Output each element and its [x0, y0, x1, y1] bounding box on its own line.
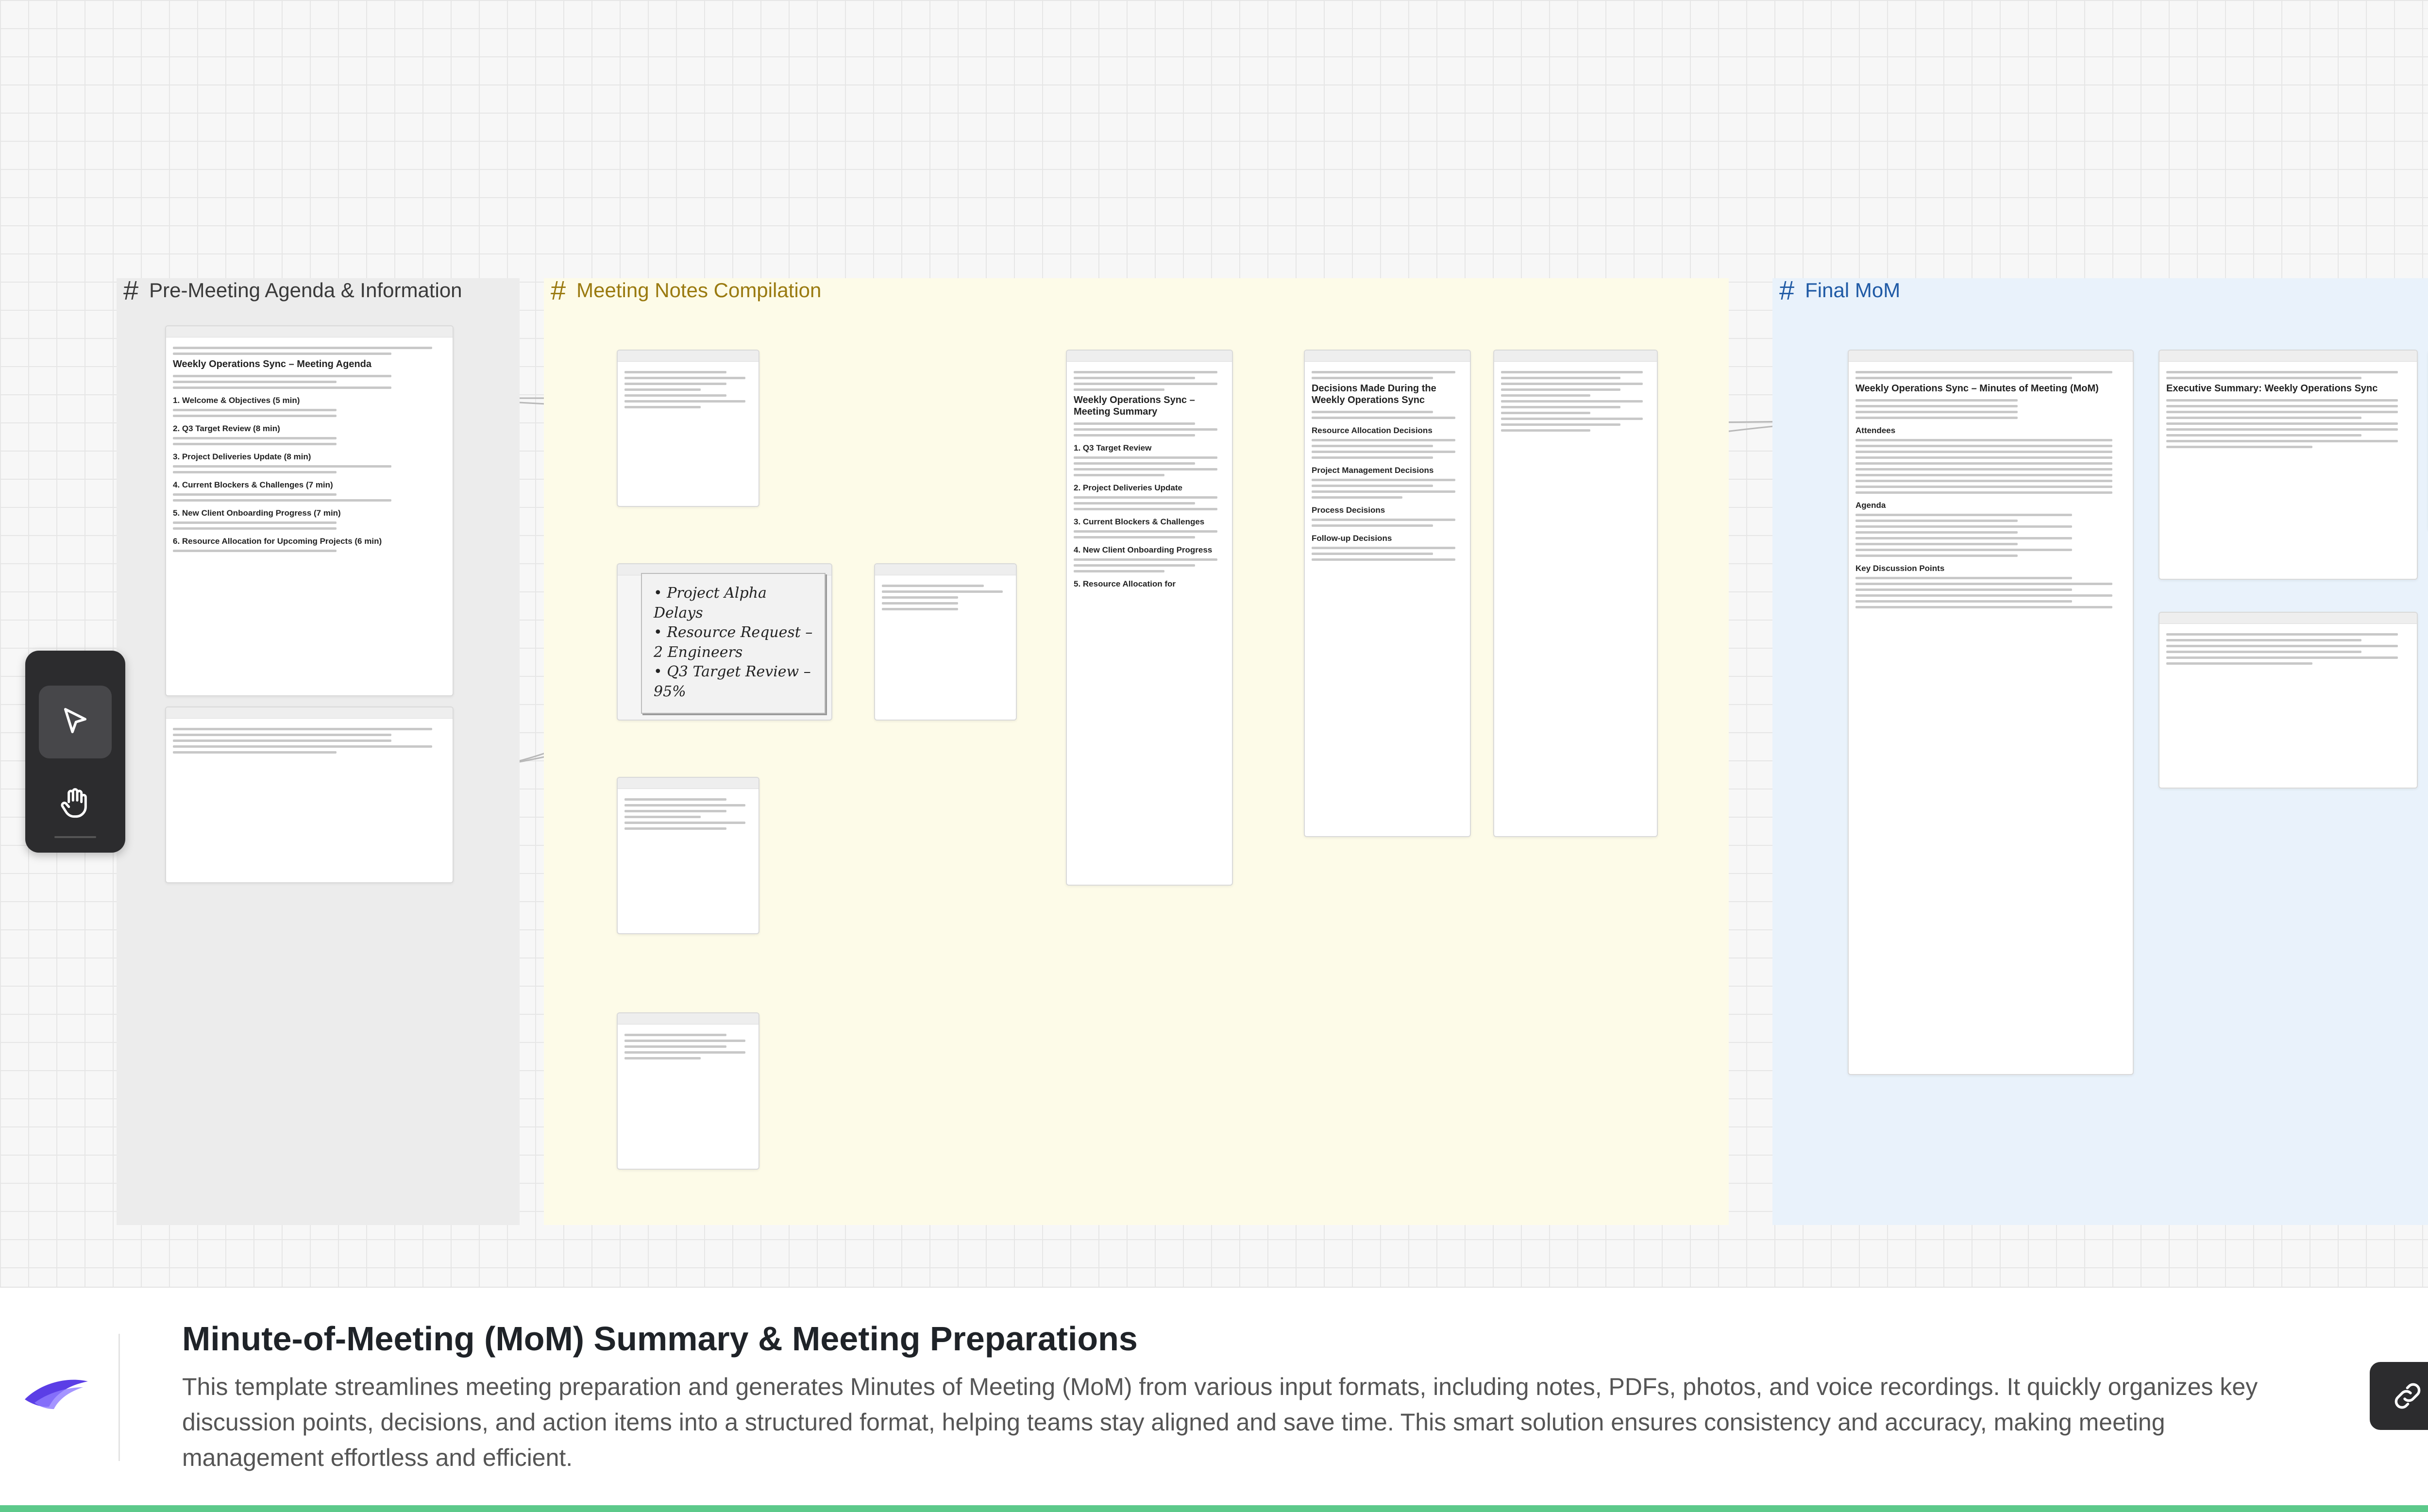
decisions-section: Resource Allocation Decisions	[1312, 426, 1433, 435]
mom-title: Weekly Operations Sync – Minutes of Meeting (MoM)	[1855, 383, 2099, 394]
decisions-title: Decisions Made During the Weekly Operations Sync	[1312, 383, 1436, 405]
executive-summary-card[interactable]	[2158, 350, 2418, 580]
template-info-panel	[0, 1287, 2428, 1512]
mom-section: Key Discussion Points	[1855, 564, 1945, 573]
summary-section: 1. Q3 Target Review	[1074, 443, 1152, 453]
hand-icon	[56, 784, 95, 823]
text-notes-card[interactable]	[617, 777, 759, 934]
frame-label: Pre-Meeting Agenda & Information	[149, 278, 462, 302]
card-header	[166, 707, 453, 719]
action-items-card[interactable]	[1493, 350, 1658, 837]
agenda-card[interactable]	[165, 325, 454, 696]
frame-label: Final MoM	[1805, 278, 1901, 302]
select-tool-button[interactable]	[39, 686, 112, 758]
decisions-section: Follow-up Decisions	[1312, 534, 1392, 543]
transcribe-audio-card[interactable]	[617, 1012, 759, 1170]
template-title: Minute-of-Meeting (MoM) Summary & Meeting Preparations	[182, 1320, 1138, 1358]
divider	[118, 1334, 120, 1461]
decisions-card[interactable]	[1304, 350, 1471, 837]
summary-section: 5. Resource Allocation for	[1074, 579, 1176, 588]
frame-label: Meeting Notes Compilation	[576, 278, 822, 302]
link-icon	[2390, 1378, 2425, 1413]
card-header	[166, 326, 453, 337]
agenda-item: 6. Resource Allocation for Upcoming Projects (6 min)	[173, 537, 382, 546]
toolbar-divider	[54, 836, 96, 838]
decisions-section: Project Management Decisions	[1312, 466, 1434, 475]
handwritten-note-image: • Project Alpha Delays • Resource Request – 2 Engineers • Q3 Target Review – 95%	[641, 573, 826, 714]
summary-section: 3. Current Blockers & Challenges	[1074, 517, 1205, 526]
mom-card[interactable]	[1848, 350, 2134, 1075]
hash-icon: #	[551, 275, 566, 305]
text-notes-card[interactable]	[617, 350, 759, 507]
agenda-item: 2. Q3 Target Review (8 min)	[173, 424, 280, 433]
canvas-toolbar	[25, 651, 125, 853]
agenda-title: Weekly Operations Sync – Meeting Agenda	[173, 359, 372, 370]
hash-icon: #	[123, 275, 139, 305]
template-description: This template streamlines meeting preparation and generates Minutes of Meeting (MoM) from various input formats, including notes, PDFs, photos, and voice recordings. It quickly organizes key discussion points, decisions, and action items into a structured format, helping teams stay aligned and save time. This smart solution ensures consistency and accuracy, making meeting management effortless and efficient.	[182, 1373, 2258, 1471]
agenda-item: 4. Current Blockers & Challenges (7 min)	[173, 480, 333, 489]
decisions-section: Process Decisions	[1312, 505, 1385, 515]
ocr-whiteboard-notes-card[interactable]	[874, 563, 1017, 721]
agenda-item: 5. New Client Onboarding Progress (7 min)	[173, 508, 341, 518]
mom-section: Attendees	[1855, 426, 1896, 435]
summary-section: 2. Project Deliveries Update	[1074, 483, 1182, 492]
action-items-board-card[interactable]	[2158, 612, 2418, 789]
app-logo	[22, 1373, 90, 1416]
pointer-icon	[58, 705, 92, 739]
frame-title	[123, 274, 462, 306]
mom-section: Agenda	[1855, 501, 1886, 510]
exec-title: Executive Summary: Weekly Operations Sync	[2166, 383, 2378, 394]
attendees-input-card[interactable]	[165, 706, 454, 883]
hash-icon: #	[1779, 275, 1795, 305]
frame-title	[1779, 274, 1900, 306]
summary-section: 4. New Client Onboarding Progress	[1074, 545, 1213, 554]
agenda-item: 3. Project Deliveries Update (8 min)	[173, 452, 311, 461]
meeting-summary-card[interactable]	[1066, 350, 1233, 886]
frame-title	[551, 274, 821, 306]
agenda-item: 1. Welcome & Objectives (5 min)	[173, 396, 300, 405]
pan-tool-button[interactable]	[39, 767, 112, 840]
copy-link-button[interactable]	[2370, 1362, 2428, 1430]
summary-title: Weekly Operations Sync – Meeting Summary	[1074, 395, 1195, 417]
